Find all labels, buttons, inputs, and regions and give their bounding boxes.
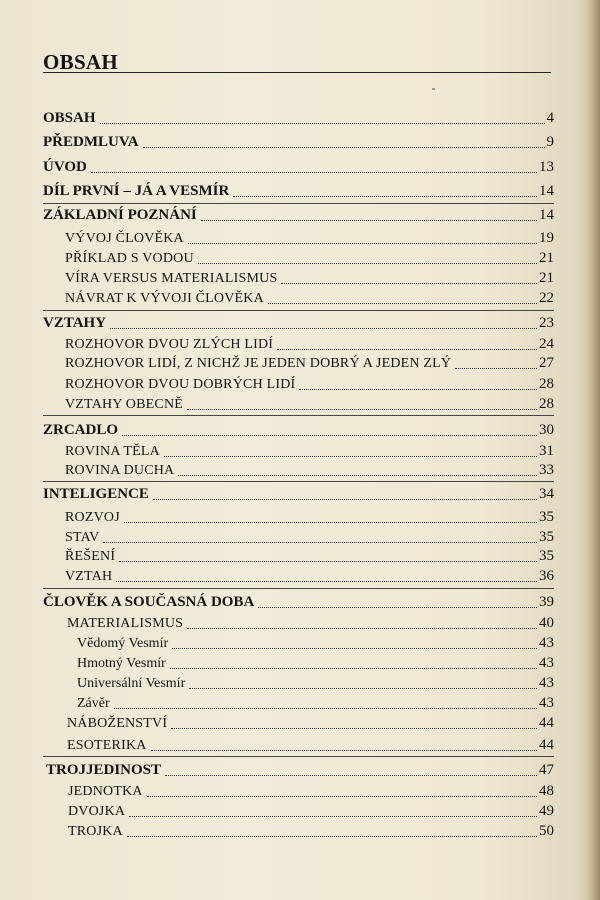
toc-page-number: 43	[539, 695, 554, 711]
toc-entry[interactable]	[77, 673, 554, 693]
toc-entry-label: Hmotný Vesmír	[77, 656, 166, 671]
toc-entry-label: ROVINA DUCHA	[65, 463, 175, 478]
toc-entry[interactable]	[68, 801, 554, 821]
toc-entry-label: ESOTERIKA	[67, 738, 147, 753]
toc-page-number: 43	[539, 635, 554, 651]
toc-page-number: 43	[539, 675, 554, 691]
section-divider	[43, 203, 554, 204]
toc-entry-label: DVOJKA	[68, 804, 126, 819]
toc-entry[interactable]	[65, 228, 554, 248]
toc-entry-label: ROVINA TĚLA	[65, 444, 160, 459]
toc-entry[interactable]	[65, 268, 554, 288]
toc-page-number: 44	[539, 715, 554, 731]
toc-entry-label: MATERIALISMUS	[67, 616, 184, 631]
toc-entry-label: TROJJEDINOST	[46, 762, 162, 778]
section-divider	[43, 415, 554, 416]
toc-entry[interactable]	[68, 781, 554, 801]
toc-page-number: 34	[539, 486, 554, 502]
toc-leader-dots	[198, 263, 537, 264]
toc-leader-dots	[124, 522, 537, 523]
toc-page-number: 35	[539, 529, 554, 545]
toc-entry[interactable]	[43, 420, 554, 440]
toc-entry-label: Vědomý Vesmír	[77, 636, 169, 651]
toc-leader-dots	[277, 349, 537, 350]
toc-entry[interactable]	[65, 527, 554, 547]
toc-entry[interactable]	[43, 108, 554, 128]
toc-leader-dots	[143, 147, 545, 148]
section-divider	[43, 756, 554, 757]
toc-entry-label: ROZHOVOR LIDÍ, Z NICHŽ JE JEDEN DOBRÝ A JEDEN ZLÝ	[65, 356, 452, 371]
toc-entry[interactable]	[65, 374, 554, 394]
toc-leader-dots	[187, 628, 537, 629]
toc-entry[interactable]	[67, 713, 554, 733]
section-divider	[43, 588, 554, 589]
toc-entry[interactable]	[43, 592, 554, 612]
toc-entry-label: PŘEDMLUVA	[43, 134, 139, 150]
toc-entry[interactable]	[65, 353, 554, 373]
toc-entry[interactable]	[65, 394, 554, 414]
toc-entry-label: Závěr	[77, 696, 110, 711]
toc-page-number: 14	[539, 183, 554, 199]
toc-entry[interactable]	[46, 760, 554, 780]
toc-leader-dots	[178, 475, 537, 476]
toc-leader-dots	[172, 648, 537, 649]
toc-leader-dots	[281, 283, 537, 284]
toc-entry[interactable]	[77, 633, 554, 653]
toc-page-number: 21	[539, 270, 554, 286]
toc-entry[interactable]	[65, 441, 554, 461]
toc-leader-dots	[189, 688, 537, 689]
toc-page-number: 13	[539, 159, 554, 175]
toc-entry[interactable]	[43, 181, 554, 201]
toc-entry-label: ČLOVĚK A SOUČASNÁ DOBA	[43, 594, 255, 610]
toc-entry-label: VZTAHY	[43, 315, 107, 331]
toc-page-number: 27	[539, 355, 554, 371]
toc-entry[interactable]	[43, 313, 554, 333]
toc-leader-dots	[119, 561, 537, 562]
toc-entry[interactable]	[65, 566, 554, 586]
section-divider	[43, 310, 554, 311]
toc-leader-dots	[153, 499, 537, 500]
toc-leader-dots	[100, 123, 545, 124]
toc-entry[interactable]	[43, 205, 554, 225]
toc-leader-dots	[268, 303, 537, 304]
toc-page-number: 48	[539, 783, 554, 799]
toc-entry[interactable]	[43, 484, 554, 504]
toc-entry-label: INTELIGENCE	[43, 486, 149, 502]
toc-page-number: 33	[539, 462, 554, 478]
toc-entry-label: ZRCADLO	[43, 422, 119, 438]
toc-page-number: 28	[539, 376, 554, 392]
toc-page-number: 4	[546, 110, 554, 126]
toc-entry-label: VZTAHY OBECNĚ	[65, 397, 184, 412]
toc-leader-dots	[455, 368, 537, 369]
toc-entry[interactable]	[65, 546, 554, 566]
toc-entry-label: ŘEŠENÍ	[65, 549, 116, 564]
toc-entry[interactable]	[65, 334, 554, 354]
toc-page-number: 14	[539, 207, 554, 223]
toc-entry[interactable]	[65, 248, 554, 268]
toc-leader-dots	[299, 389, 537, 390]
toc-leader-dots	[165, 775, 537, 776]
toc-page-number: 31	[539, 443, 554, 459]
toc-page-number: 22	[539, 290, 554, 306]
toc-entry-label: VZTAH	[65, 569, 113, 584]
toc-entry[interactable]	[68, 821, 554, 841]
toc-leader-dots	[233, 196, 537, 197]
toc-leader-dots	[151, 750, 537, 751]
toc-entry[interactable]	[43, 132, 554, 152]
toc-entry[interactable]	[77, 693, 554, 713]
toc-entry[interactable]	[67, 735, 554, 755]
toc-entry-label: PŘÍKLAD S VODOU	[65, 251, 194, 266]
toc-entry-label: DÍL PRVNÍ – JÁ A VESMÍR	[43, 183, 230, 199]
toc-leader-dots	[171, 728, 537, 729]
toc-entry-label: ROZHOVOR DVOU DOBRÝCH LIDÍ	[65, 377, 296, 392]
toc-entry-label: NÁVRAT K VÝVOJI ČLOVĚKA	[65, 291, 264, 306]
toc-entry-label: STAV	[65, 530, 100, 545]
toc-page-number: 28	[539, 396, 554, 412]
toc-entry[interactable]	[65, 288, 554, 308]
toc-leader-dots	[129, 816, 537, 817]
toc-leader-dots	[103, 542, 537, 543]
toc-leader-dots	[114, 708, 537, 709]
toc-leader-dots	[170, 668, 537, 669]
toc-entry[interactable]	[65, 460, 554, 480]
toc-entry-label: ROZVOJ	[65, 510, 120, 525]
toc-leader-dots	[187, 409, 537, 410]
toc-entry-label: OBSAH	[43, 110, 96, 126]
toc-entry-label: ROZHOVOR DVOU ZLÝCH LIDÍ	[65, 337, 274, 352]
toc-page-number: 49	[539, 803, 554, 819]
toc-page-number: 24	[539, 336, 554, 352]
toc-entry[interactable]	[43, 157, 554, 177]
toc-page-number: 43	[539, 655, 554, 671]
toc-page-number: 9	[546, 134, 554, 150]
toc-page-number: 40	[539, 615, 554, 631]
toc-page-number: 44	[539, 737, 554, 753]
toc-entry[interactable]	[77, 653, 554, 673]
section-divider	[43, 481, 554, 482]
toc-leader-dots	[147, 796, 537, 797]
toc-entry-label: JEDNOTKA	[68, 784, 143, 799]
toc-page-number: 35	[539, 509, 554, 525]
toc-page-number: 21	[539, 250, 554, 266]
toc-entry-label: VÍRA VERSUS MATERIALISMUS	[65, 271, 278, 286]
toc-page-number: 30	[539, 422, 554, 438]
toc-entry-label: NÁBOŽENSTVÍ	[67, 716, 168, 731]
toc-leader-dots	[188, 243, 537, 244]
toc-page-number: 50	[539, 823, 554, 839]
toc-leader-dots	[110, 328, 537, 329]
toc-entry-label: VÝVOJ ČLOVĚKA	[65, 231, 184, 246]
toc-leader-dots	[127, 836, 537, 837]
toc-leader-dots	[164, 456, 537, 457]
toc-entry-label: ZÁKLADNÍ POZNÁNÍ	[43, 207, 197, 223]
toc-page-number: 23	[539, 315, 554, 331]
toc-page-number: 36	[539, 568, 554, 584]
toc-leader-dots	[122, 435, 537, 436]
toc-leader-dots	[116, 581, 537, 582]
toc-page-number: 19	[539, 230, 554, 246]
toc-entry[interactable]	[65, 507, 554, 527]
toc-leader-dots	[258, 607, 537, 608]
toc-leader-dots	[201, 220, 537, 221]
toc-page-number: 47	[539, 762, 554, 778]
page-title: OBSAH	[43, 50, 119, 74]
toc-page-number: 35	[539, 548, 554, 564]
toc-entry[interactable]	[67, 613, 554, 633]
toc-entry-label: TROJKA	[68, 824, 123, 839]
toc-entry-label: ÚVOD	[43, 159, 87, 175]
toc-leader-dots	[91, 172, 537, 173]
toc-page-number: 39	[539, 594, 554, 610]
toc-entry-label: Universální Vesmír	[77, 676, 186, 691]
